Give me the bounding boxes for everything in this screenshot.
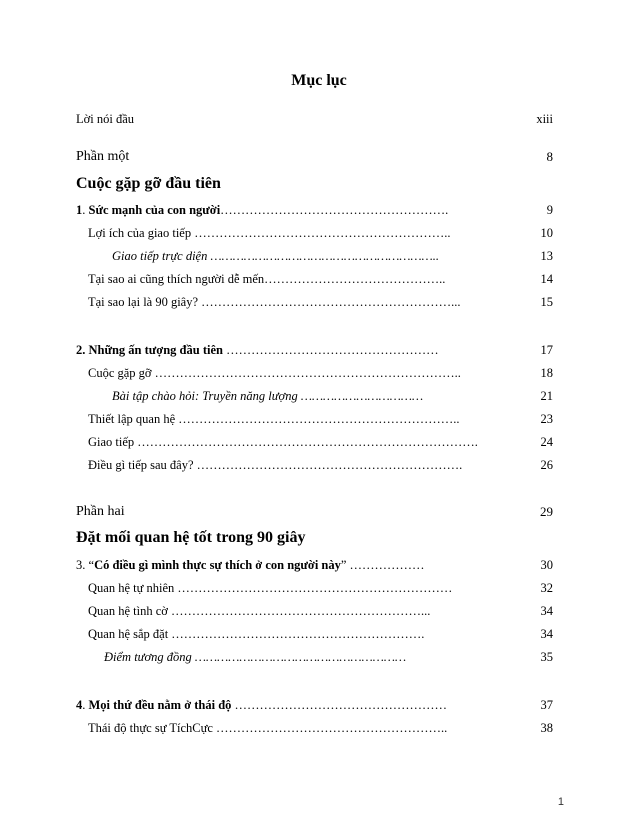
entry-page: 10 [540, 226, 553, 240]
toc-entry [76, 602, 553, 620]
entry-page: 18 [540, 366, 553, 380]
toc-entry-chapter-3 [76, 556, 553, 574]
entry-page: 38 [540, 721, 553, 735]
toc-entry-preface [76, 110, 553, 128]
entry-page: 30 [540, 558, 553, 572]
leader-dots: …………………………………………… [231, 698, 448, 712]
entry-text: Tại sao lại là 90 giây? ……………………………………………………... [88, 295, 461, 309]
entry-text: Bài tập chào hỏi: Truyền năng lượng …………………………… [112, 389, 424, 403]
toc-entry [76, 247, 553, 265]
entry-page: 24 [540, 435, 553, 449]
toc-entry [76, 364, 553, 382]
entry-page: 17 [540, 343, 553, 357]
toc-entry-chapter-1: 1. Sức mạnh của con người………………………………………………. 9 [76, 203, 553, 217]
entry-page: 32 [540, 581, 553, 595]
part-label: Phần hai [76, 504, 125, 519]
entry-text: Điểm tương đồng ………………………………………………… [104, 650, 407, 664]
entry-page: 34 [540, 604, 553, 618]
part-one-label [76, 148, 553, 166]
page-title: Mục lục [291, 72, 347, 89]
entry-page: 13 [540, 249, 553, 263]
entry-page: 26 [540, 458, 553, 472]
entry-page: 15 [540, 295, 553, 309]
entry-text: Giao tiếp ………………………………………………………………………. [88, 435, 478, 449]
part-two-heading: Đặt mối quan hệ tốt trong 90 giây [76, 529, 306, 546]
toc-entry [76, 293, 553, 311]
toc-entry-chapter-2 [76, 341, 553, 359]
chapter-title: Mọi thứ đều nằm ở thái độ [88, 698, 232, 712]
toc-entry [76, 270, 553, 288]
toc-entry [76, 410, 553, 428]
chapter-title: Sức mạnh của con người [88, 203, 221, 217]
chapter-title: Có điều gì mình thực sự thích ở con người này [94, 558, 341, 572]
entry-text: Thái độ thực sự TíchCực ……………………………………………….. [88, 721, 448, 735]
entry-text: Tại sao ai cũng thích người dễ mến…………………………………….. [88, 272, 446, 286]
entry-text: Cuộc gặp gỡ ……………………………………………………………….. [88, 366, 461, 380]
toc-entry [76, 719, 553, 737]
chapter-title: 2. Những ấn tượng đầu tiên [76, 343, 223, 357]
page-number: 1 [557, 796, 564, 808]
entry-page: xiii [536, 112, 553, 126]
entry-text: Lợi ích của giao tiếp …………………………………………………….. [88, 226, 451, 240]
entry-page: 9 [546, 203, 553, 217]
chapter-prefix: 3. “ [76, 558, 95, 572]
toc-entry-chapter-4: 4. Mọi thứ đều nằm ở thái độ …………………………………………… 37 [76, 698, 553, 712]
toc-entry [76, 224, 553, 242]
part-one-heading: Cuộc gặp gỡ đầu tiên [76, 175, 221, 192]
leader-dots: …………………………………………… [222, 343, 439, 357]
entry-page: 37 [540, 698, 553, 712]
part-label: Phần một [76, 149, 130, 164]
entry-text: Giao tiếp trực diện …………………………………………………….. [112, 249, 440, 263]
toc-entry [76, 456, 553, 474]
toc-entry [76, 387, 553, 405]
leader-dots: ” ……………… [340, 558, 425, 572]
toc-entry [76, 625, 553, 643]
entry-page: 34 [540, 627, 553, 641]
part-two-label [76, 503, 553, 521]
toc-entry [76, 579, 553, 597]
entry-page: 23 [540, 412, 553, 426]
entry-text: Thiết lập quan hệ ………………………………………………………….. [88, 412, 460, 426]
entry-text: Lời nói đầu [76, 112, 134, 126]
toc-entry [76, 648, 553, 666]
chapter-number: 1 [76, 203, 83, 217]
entry-text: Quan hệ tự nhiên ………………………………………………………… [88, 581, 453, 595]
leader-dots: ………………………………………………. [220, 203, 449, 217]
entry-text: Quan hệ sắp đặt ……………………………………………………. [88, 627, 425, 641]
entry-page: 35 [540, 650, 553, 664]
entry-text: Điều gì tiếp sau đây? ………………………………………………………. [88, 458, 463, 472]
entry-page: 8 [546, 149, 553, 164]
entry-page: 21 [540, 389, 553, 403]
entry-page: 29 [540, 504, 553, 519]
entry-text: Quan hệ tình cờ ……………………………………………………... [88, 604, 431, 618]
toc-entry [76, 433, 553, 451]
entry-page: 14 [540, 272, 553, 286]
chapter-number: 4 [76, 698, 83, 712]
